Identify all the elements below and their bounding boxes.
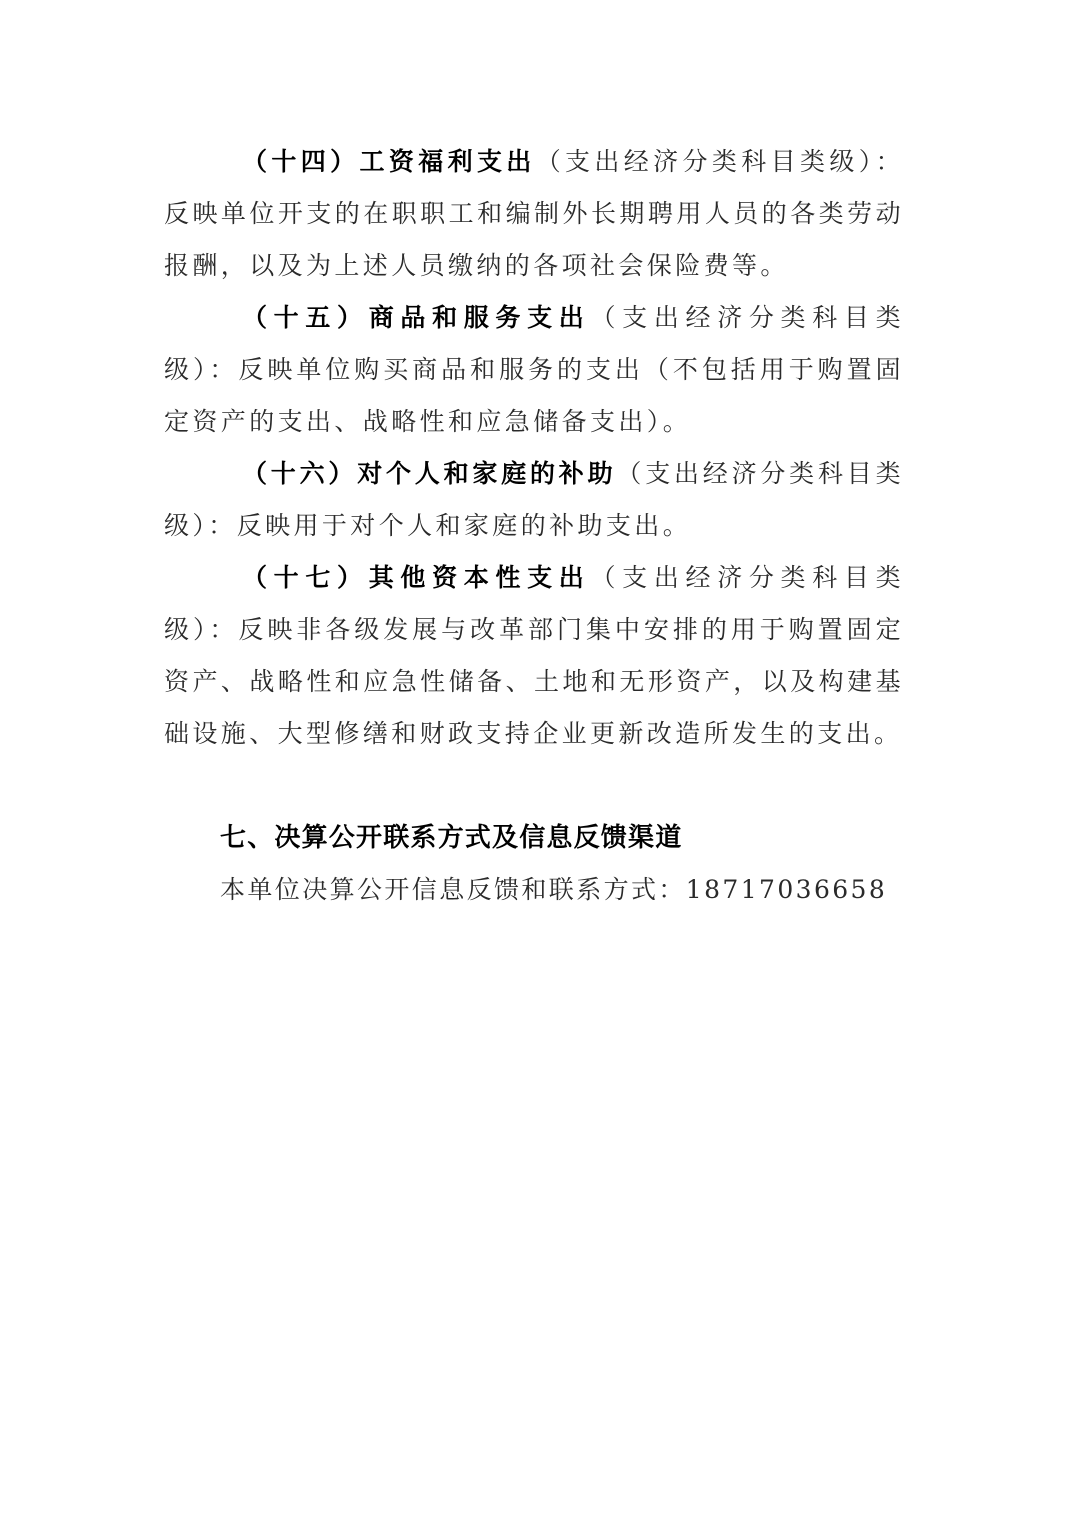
paragraph-title: （十七）其他资本性支出 [242, 563, 591, 592]
paragraph-body: （支出经济分类科目类级）：反映单位购买商品和服务的支出（不包括用于购置固定资产的支出、战略性和应急储备支出）。 [164, 303, 904, 436]
paragraph-body: （支出经济分类科目类级）：反映用于对个人和家庭的补助支出。 [164, 459, 904, 540]
paragraph-title: （十五）商品和服务支出 [242, 303, 591, 332]
paragraph-body: （支出经济分类科目类级）：反映非各级发展与改革部门集中安排的用于购置固定资产、战略性和应急性储备、土地和无形资产，以及构建基础设施、大型修缮和财政支持企业更新改造所发生的支出。 [164, 563, 904, 748]
paragraph-other-capital [164, 552, 904, 760]
paragraph-wage-welfare [164, 136, 904, 292]
contact-line: 本单位决算公开信息反馈和联系方式：18717036658 [220, 875, 888, 904]
section-heading: 七、决算公开联系方式及信息反馈渠道 [220, 823, 683, 853]
paragraph-body: （支出经济分类科目类级）：反映单位开支的在职职工和编制外长期聘用人员的各类劳动报酬，以及为上述人员缴纳的各项社会保险费等。 [164, 147, 904, 280]
paragraph-goods-services [164, 292, 904, 448]
paragraph-title: （十四）工资福利支出 [242, 147, 536, 176]
paragraph-title: （十六）对个人和家庭的补助 [242, 459, 617, 488]
paragraph-household-subsidy [164, 448, 904, 552]
